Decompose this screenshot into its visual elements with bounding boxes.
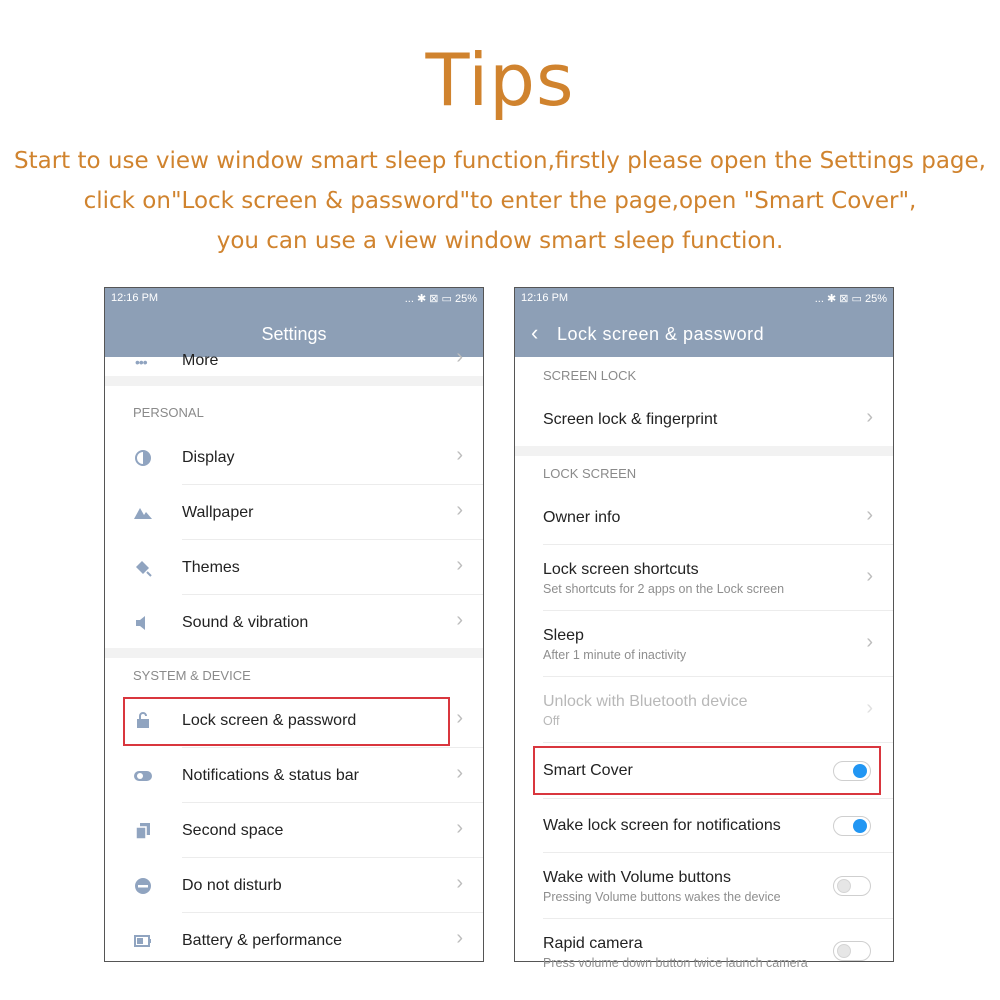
app-bar (515, 310, 893, 357)
setting-description: Press volume down button twice launch camera (543, 956, 808, 970)
toggle-knob (837, 879, 851, 893)
status-bar (515, 288, 893, 310)
wake-notifications-toggle[interactable] (833, 816, 871, 836)
row-divider (543, 852, 893, 853)
toggle-knob (837, 944, 851, 958)
display-icon (133, 448, 153, 468)
row-divider (182, 747, 483, 748)
battery-percent: 25% (454, 293, 477, 305)
status-icons (405, 292, 477, 305)
more-dots-icon: ••• (135, 354, 147, 370)
setting-label: Unlock with Bluetooth device (543, 693, 748, 710)
section-divider (105, 376, 483, 386)
section-header-screen-lock: SCREEN LOCK (543, 368, 637, 383)
settings-item-label: Lock screen & password (182, 712, 357, 729)
settings-item-label: Second space (182, 822, 284, 839)
chevron-right-icon: › (456, 554, 463, 576)
description-line-3: you can use a view window smart sleep function. (216, 228, 784, 254)
setting-label: Sleep (543, 627, 584, 644)
chevron-right-icon: › (456, 444, 463, 466)
setting-description: Off (543, 714, 560, 728)
setting-label: Wake lock screen for notifications (543, 817, 781, 834)
setting-label: Owner info (543, 509, 621, 526)
row-divider (543, 798, 893, 799)
row-divider (543, 918, 893, 919)
section-divider (515, 446, 893, 456)
row-divider (543, 742, 893, 743)
section-header-lock-screen: LOCK SCREEN (543, 466, 637, 481)
status-time: 12:16 PM (111, 292, 159, 304)
chevron-right-icon: › (456, 872, 463, 894)
chevron-right-icon: › (866, 697, 873, 719)
sound-icon (133, 613, 153, 633)
tips-title: Tips (425, 38, 575, 122)
row-divider (543, 544, 893, 545)
chevron-right-icon: › (866, 504, 873, 526)
notifications-icon (133, 766, 153, 786)
section-header-system: SYSTEM & DEVICE (133, 668, 251, 683)
row-divider (182, 594, 483, 595)
battery-icon (133, 931, 153, 951)
chevron-right-icon: › (456, 762, 463, 784)
status-time: 12:16 PM (521, 292, 569, 304)
setting-description: Pressing Volume buttons wakes the device (543, 890, 781, 904)
do-not-disturb-icon (133, 876, 153, 896)
row-divider (543, 676, 893, 677)
setting-label: Screen lock & fingerprint (543, 411, 718, 428)
settings-phone-screenshot (104, 287, 484, 962)
chevron-right-icon: › (456, 499, 463, 521)
chevron-right-icon: › (866, 631, 873, 653)
chevron-right-icon: › (456, 927, 463, 949)
section-header-personal: PERSONAL (133, 405, 204, 420)
settings-item-label: Battery & performance (182, 932, 343, 949)
row-divider (182, 857, 483, 858)
chevron-right-icon: › (456, 609, 463, 631)
lock-screen-phone-screenshot (514, 287, 894, 970)
battery-percent: 25% (864, 293, 887, 305)
status-icons (815, 292, 887, 305)
description-line-2: click on"Lock screen & password"to enter the page,open "Smart Cover", (83, 188, 917, 214)
chevron-right-icon: › (456, 346, 463, 368)
second-space-icon (133, 821, 153, 841)
status-indicator-icons: ... ✱ ⊠ ▭ (404, 293, 455, 305)
wake-volume-toggle[interactable] (833, 876, 871, 896)
settings-item-label: Notifications & status bar (182, 767, 359, 784)
setting-label: Wake with Volume buttons (543, 869, 731, 886)
setting-description: After 1 minute of inactivity (543, 648, 687, 662)
setting-label: Lock screen shortcuts (543, 561, 699, 578)
app-bar (105, 310, 483, 357)
settings-item-label: Display (182, 449, 235, 466)
toggle-knob (853, 819, 867, 833)
highlight-box (123, 697, 450, 746)
setting-description: Set shortcuts for 2 apps on the Lock screen (543, 582, 785, 596)
status-indicator-icons: ... ✱ ⊠ ▭ (814, 293, 865, 305)
page-title: Lock screen & password (557, 324, 765, 344)
row-divider (182, 802, 483, 803)
back-arrow-icon[interactable]: ‹ (531, 320, 539, 345)
row-divider (182, 912, 483, 913)
chevron-right-icon: › (866, 565, 873, 587)
chevron-right-icon: › (456, 817, 463, 839)
description-line-1: Start to use view window smart sleep function,firstly please open the Settings page, (14, 148, 986, 174)
themes-icon (133, 558, 153, 578)
row-divider (543, 610, 893, 611)
settings-item-label: Do not disturb (182, 877, 282, 894)
chevron-right-icon: › (866, 406, 873, 428)
settings-item-label: Themes (182, 559, 240, 576)
wallpaper-icon (133, 503, 153, 523)
section-divider (105, 648, 483, 658)
setting-label: Rapid camera (543, 935, 643, 952)
settings-item-label: More (182, 352, 219, 369)
settings-item-label: Wallpaper (182, 504, 254, 521)
page-title: Settings (261, 324, 327, 344)
settings-item-label: Sound & vibration (182, 614, 309, 631)
highlight-box (533, 746, 881, 795)
status-bar (105, 288, 483, 310)
row-divider (182, 539, 483, 540)
rapid-camera-toggle[interactable] (833, 941, 871, 961)
row-divider (182, 484, 483, 485)
chevron-right-icon: › (456, 707, 463, 729)
setting-label: Smart Cover (543, 762, 633, 779)
